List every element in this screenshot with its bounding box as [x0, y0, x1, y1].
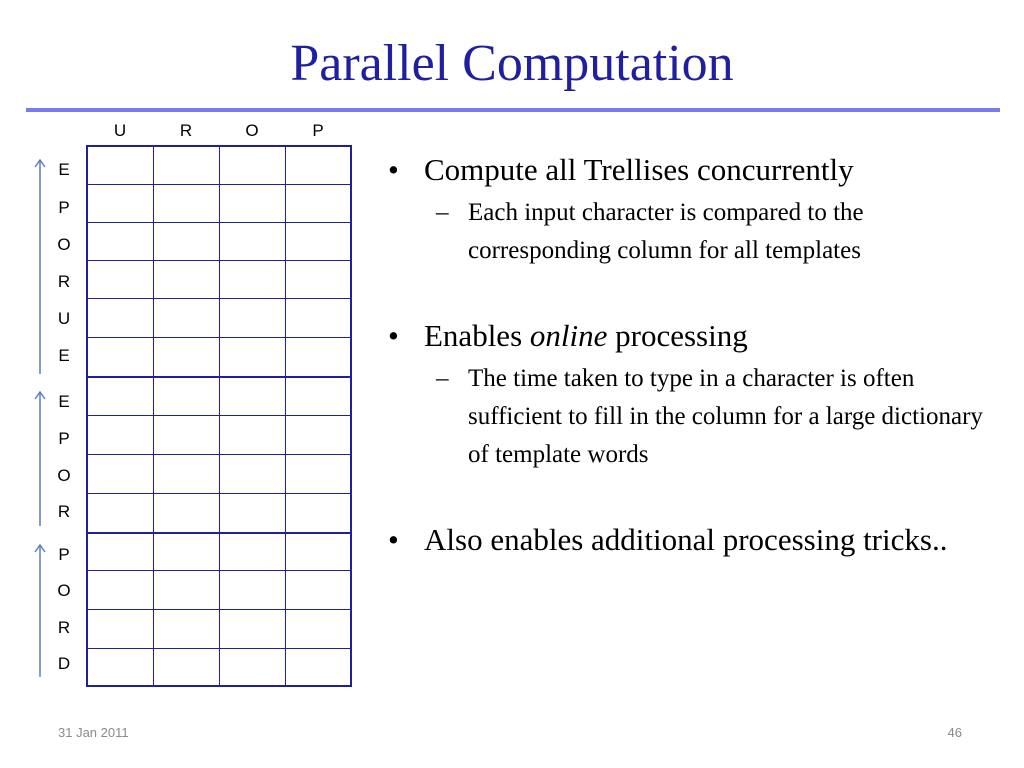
- footer-date: 31 Jan 2011: [58, 725, 129, 740]
- grid-row-divider: [88, 415, 350, 416]
- template-letter: D: [57, 654, 71, 673]
- bullet-item: [384, 522, 994, 558]
- grid-row-divider: [88, 493, 350, 494]
- bullet-list: [384, 152, 994, 558]
- grid-row-divider: [88, 298, 350, 299]
- column-letter-p: P: [312, 121, 324, 140]
- grid-row-divider: [88, 454, 350, 455]
- grid-column-divider: [219, 147, 220, 685]
- template-letter: U: [57, 309, 71, 328]
- grid-row-divider: [88, 648, 350, 649]
- trellis-grid: [86, 145, 352, 687]
- bullet-dot: •: [388, 522, 399, 557]
- up-arrow-icon: [32, 543, 48, 677]
- template-letter: E: [58, 392, 70, 411]
- slide-number: 46: [947, 725, 962, 740]
- sub-bullet-item: [384, 360, 994, 474]
- grid-row-divider: [88, 184, 350, 185]
- template-letter: O: [57, 466, 71, 485]
- grid-column-divider: [153, 147, 154, 685]
- template-letter: P: [58, 198, 70, 217]
- column-letter-o: O: [245, 121, 259, 140]
- bullet-text-emphasis: online: [529, 318, 608, 353]
- bullet-text-start: Enables: [424, 318, 530, 353]
- column-letter-u: U: [113, 121, 127, 140]
- bullet-dot: •: [388, 318, 399, 353]
- grid-row-divider: [88, 260, 350, 261]
- sub-bullet-text: Each input character is compared to the corresponding column for all templates: [468, 199, 864, 264]
- grid-row-divider: [88, 570, 350, 571]
- sub-bullet-dash: –: [436, 199, 449, 226]
- grid-row-divider: [88, 222, 350, 223]
- template-letter: R: [57, 272, 71, 291]
- sub-bullet-text: The time taken to type in a character is often sufficient to fill in the column for a large dictionary of template words: [468, 365, 983, 468]
- bullet-text: Compute all Trellises concurrently: [424, 152, 854, 187]
- slide-title: Parallel Computation: [290, 35, 734, 92]
- template-letter: E: [58, 160, 70, 179]
- template-letter: R: [57, 502, 71, 521]
- up-arrow-icon: [32, 390, 48, 526]
- template-boundary: [88, 532, 350, 534]
- sub-bullet-dash: –: [436, 365, 449, 392]
- template-letter: E: [58, 346, 70, 365]
- bullet-dot: •: [388, 152, 399, 187]
- bullet-item: [384, 152, 994, 188]
- grid-column-divider: [285, 147, 286, 685]
- template-letter: P: [58, 429, 70, 448]
- grid-row-divider: [88, 609, 350, 610]
- up-arrow-icon: [32, 158, 48, 374]
- grid-row-divider: [88, 337, 350, 338]
- template-letter: R: [57, 618, 71, 637]
- bullet-item: [384, 318, 994, 354]
- template-boundary: [88, 376, 350, 378]
- template-letter: P: [58, 545, 70, 564]
- title-divider: [26, 108, 1000, 112]
- column-letter-r: R: [179, 121, 193, 140]
- template-letter: O: [57, 581, 71, 600]
- bullet-text-end: processing: [607, 318, 748, 353]
- bullet-text: Also enables additional processing tricks..: [424, 522, 948, 557]
- sub-bullet-item: [384, 194, 994, 270]
- template-letter: O: [57, 235, 71, 254]
